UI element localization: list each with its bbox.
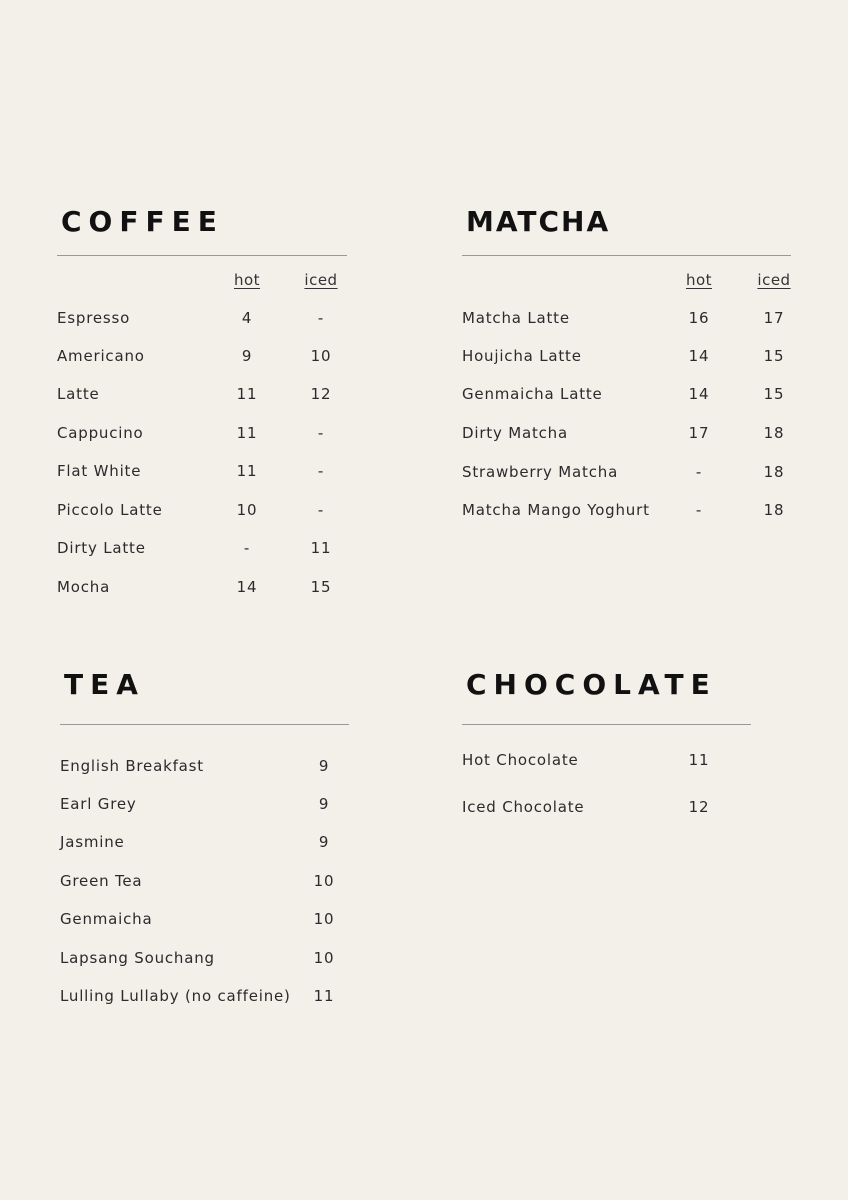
tea-title: TEA xyxy=(64,668,145,701)
item-name: Lulling Lullaby (no caffeine) xyxy=(60,987,291,1005)
item-hot-price: 10 xyxy=(236,501,258,519)
item-hot-price: 14 xyxy=(236,578,258,596)
item-iced-price: 18 xyxy=(763,424,785,442)
item-name: Americano xyxy=(57,347,145,365)
item-name: Matcha Latte xyxy=(462,309,570,327)
item-name: English Breakfast xyxy=(60,757,204,775)
coffee-iced-header: iced xyxy=(304,271,338,289)
item-name: Dirty Latte xyxy=(57,539,146,557)
item-name: Latte xyxy=(57,385,100,403)
chocolate-section xyxy=(462,668,762,828)
matcha-title: MATCHA xyxy=(466,205,611,238)
chocolate-divider xyxy=(462,724,751,725)
coffee-hot-header: hot xyxy=(233,271,261,289)
item-name: Jasmine xyxy=(60,833,125,851)
item-name: Green Tea xyxy=(60,872,143,890)
item-hot-price: - xyxy=(695,501,703,519)
item-price: 11 xyxy=(688,751,710,769)
coffee-divider xyxy=(57,255,347,256)
item-name: Genmaicha xyxy=(60,910,153,928)
item-hot-price: 17 xyxy=(688,424,710,442)
item-name: Flat White xyxy=(57,462,142,480)
item-iced-price: 10 xyxy=(310,347,332,365)
item-name: Piccolo Latte xyxy=(57,501,163,519)
item-price: 10 xyxy=(313,910,335,928)
matcha-hot-header: hot xyxy=(685,271,713,289)
item-name: Genmaicha Latte xyxy=(462,385,603,403)
item-price: 10 xyxy=(313,949,335,967)
item-price: 12 xyxy=(688,798,710,816)
item-price: 9 xyxy=(318,795,330,813)
item-name: Cappucino xyxy=(57,424,144,442)
item-hot-price: 14 xyxy=(688,347,710,365)
item-iced-price: 15 xyxy=(763,347,785,365)
item-price: 9 xyxy=(318,757,330,775)
item-name: Lapsang Souchang xyxy=(60,949,215,967)
item-iced-price: 18 xyxy=(763,501,785,519)
item-iced-price: 15 xyxy=(310,578,332,596)
item-name: Earl Grey xyxy=(60,795,137,813)
item-hot-price: 4 xyxy=(241,309,253,327)
item-name: Espresso xyxy=(57,309,131,327)
item-name: Strawberry Matcha xyxy=(462,463,619,481)
matcha-divider xyxy=(462,255,791,256)
item-iced-price: - xyxy=(317,424,325,442)
matcha-iced-header: iced xyxy=(757,271,791,289)
item-iced-price: - xyxy=(317,309,325,327)
coffee-section xyxy=(57,205,357,605)
item-hot-price: 11 xyxy=(236,424,258,442)
item-hot-price: 14 xyxy=(688,385,710,403)
item-name: Hot Chocolate xyxy=(462,751,579,769)
item-name: Houjicha Latte xyxy=(462,347,582,365)
item-hot-price: - xyxy=(695,463,703,481)
item-price: 10 xyxy=(313,872,335,890)
item-iced-price: 11 xyxy=(310,539,332,557)
item-iced-price: - xyxy=(317,462,325,480)
chocolate-title: CHOCOLATE xyxy=(466,668,717,701)
item-name: Iced Chocolate xyxy=(462,798,585,816)
item-hot-price: 9 xyxy=(241,347,253,365)
item-iced-price: 17 xyxy=(763,309,785,327)
coffee-title: COFFEE xyxy=(61,205,224,238)
tea-divider xyxy=(60,724,349,725)
item-iced-price: - xyxy=(317,501,325,519)
item-name: Matcha Mango Yoghurt xyxy=(462,501,650,519)
item-price: 11 xyxy=(313,987,335,1005)
item-hot-price: 16 xyxy=(688,309,710,327)
item-name: Mocha xyxy=(57,578,111,596)
item-name: Dirty Matcha xyxy=(462,424,568,442)
item-hot-price: 11 xyxy=(236,385,258,403)
item-iced-price: 12 xyxy=(310,385,332,403)
item-iced-price: 18 xyxy=(763,463,785,481)
item-price: 9 xyxy=(318,833,330,851)
item-iced-price: 15 xyxy=(763,385,785,403)
item-hot-price: 11 xyxy=(236,462,258,480)
matcha-section xyxy=(462,205,802,535)
item-hot-price: - xyxy=(243,539,251,557)
tea-section xyxy=(60,668,360,1018)
